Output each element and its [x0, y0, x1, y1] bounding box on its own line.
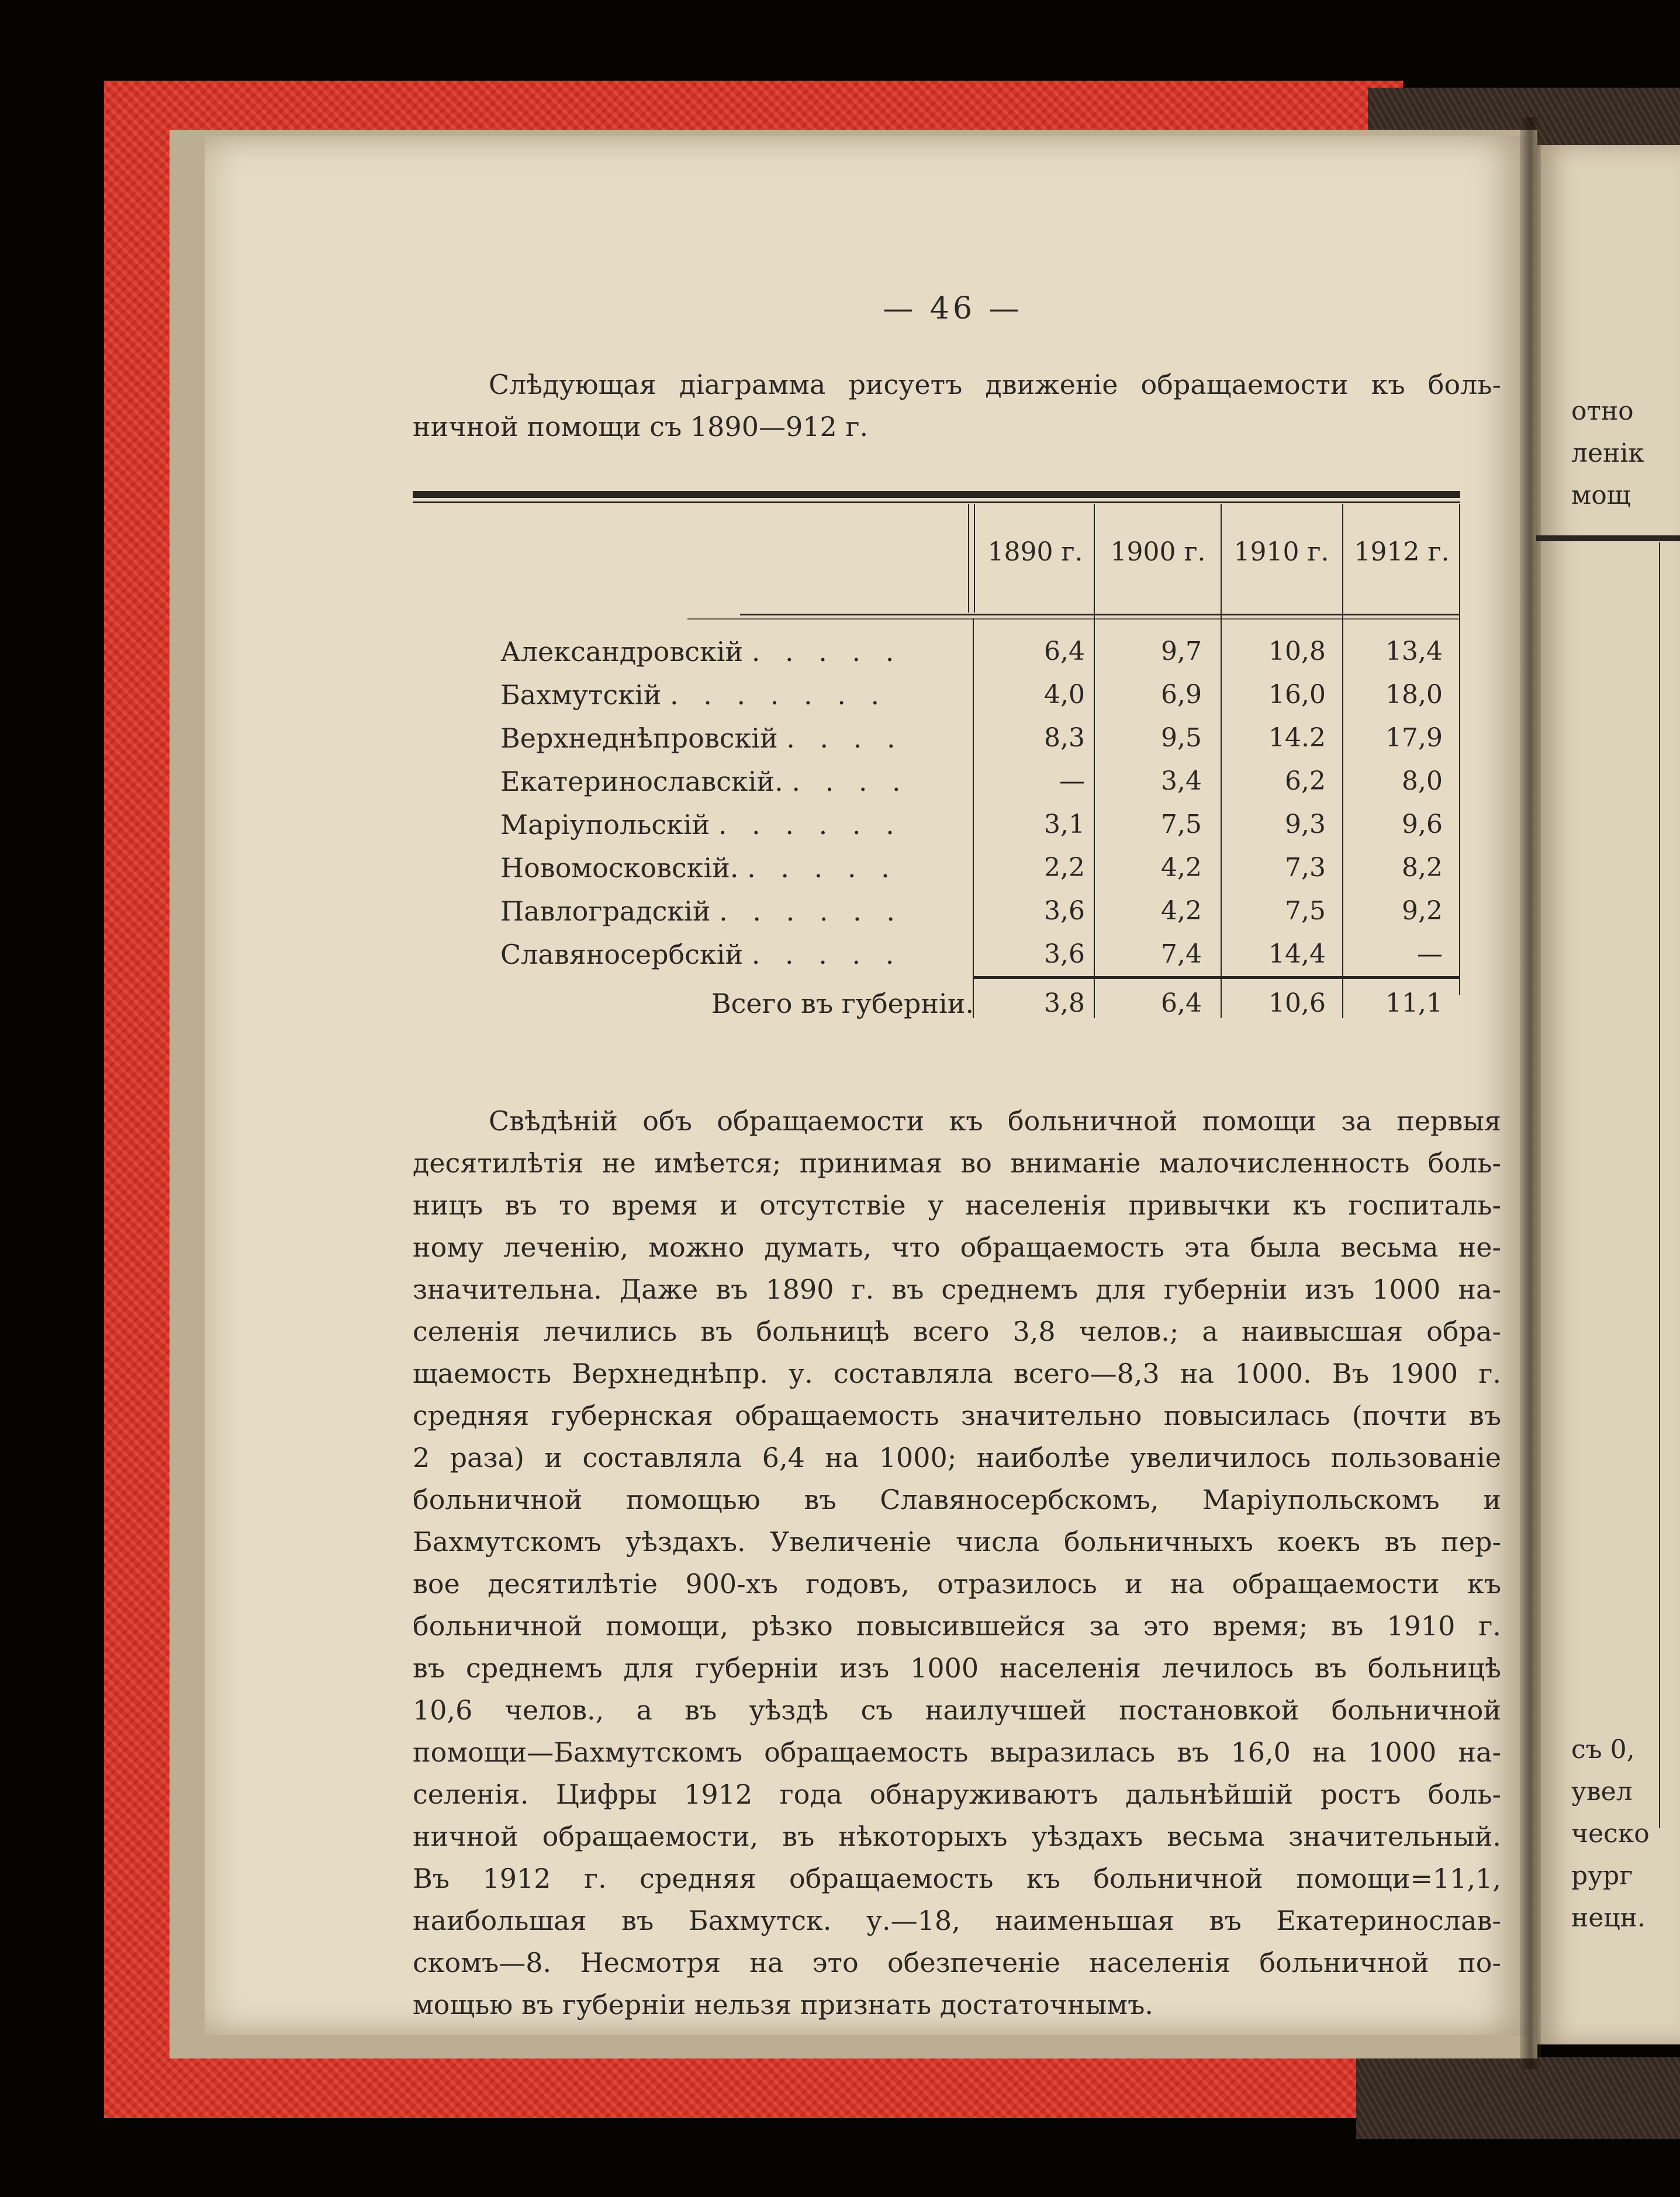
value-1910: 16,0 — [1268, 680, 1326, 710]
value-1910: 14,4 — [1268, 939, 1326, 969]
text-line: десятилѣтія не имѣется; принимая во вниманіе малочисленность боль- — [413, 1147, 1501, 1179]
value-1900: 9,7 — [1161, 636, 1202, 666]
text-line: щаемость Верхнеднѣпр. у. составляла всего—8,3 на 1000. Въ 1900 г. — [413, 1358, 1501, 1389]
table-top-rule-thin — [413, 501, 1460, 503]
text-line: ницъ въ то время и отсутствіе у населенія привычки къ госпиталь- — [413, 1189, 1501, 1221]
header-column-line — [968, 504, 969, 613]
value-1910: 7,5 — [1285, 896, 1326, 926]
book-spine-gutter — [1520, 117, 1541, 2069]
column-header: 1912 г. — [1354, 537, 1450, 567]
text-line: селенія лечились въ больницѣ всего 3,8 челов.; а наивысшая обра- — [413, 1316, 1501, 1347]
facing-page — [1536, 145, 1680, 2044]
value-1900: 9,5 — [1161, 723, 1202, 753]
table-row — [413, 933, 1460, 976]
value-1910: 7,3 — [1285, 853, 1326, 883]
text-line: вое десятилѣтіе 900-хъ годовъ, отразилось и на обращаемости къ — [413, 1568, 1501, 1600]
value-1890: 2,2 — [1044, 853, 1085, 883]
table-total-row — [413, 982, 1460, 1025]
column-header: 1890 г. — [987, 537, 1083, 567]
table-row — [413, 673, 1460, 717]
column-header: 1910 г. — [1233, 537, 1329, 567]
table-row — [413, 760, 1460, 803]
facing-line: увел — [1571, 1777, 1633, 1807]
text-line: Свѣдѣній объ обращаемости къ больничной помощи за первыя — [489, 1105, 1501, 1137]
table-top-rule — [413, 491, 1460, 498]
intro-paragraph — [413, 364, 1501, 448]
text-line: мощью въ губерніи нельзя признать достаточнымъ. — [413, 1989, 1153, 2020]
value-1890: 3,1 — [1044, 809, 1085, 839]
facing-table-line — [1659, 542, 1660, 1828]
text-line: ному леченію, можно думать, что обращаемость эта была весьма не- — [413, 1231, 1501, 1263]
total-1890: 3,8 — [1044, 988, 1085, 1018]
total-1910: 10,6 — [1268, 988, 1326, 1018]
value-1890: 3,6 — [1044, 896, 1085, 926]
text-line: значительна. Даже въ 1890 г. въ среднемъ для губерніи изъ 1000 на- — [413, 1274, 1501, 1305]
table-row — [413, 803, 1460, 846]
value-1890: 4,0 — [1044, 680, 1085, 710]
text-line: 10,6 челов., а въ уѣздѣ съ наилучшей постановкой больничной — [413, 1694, 1501, 1726]
intro-line: ничной помощи съ 1890—912 г. — [413, 411, 869, 442]
header-rule-thin — [687, 618, 1460, 620]
value-1890: 8,3 — [1044, 723, 1085, 753]
header-rule — [740, 614, 1460, 615]
facing-line: съ 0, — [1571, 1735, 1635, 1764]
district-name: Александровскій . . . . . — [500, 636, 903, 667]
value-1900: 7,4 — [1161, 939, 1202, 969]
intro-line: Слѣдующая діаграмма рисуетъ движеніе обращаемости къ боль- — [489, 369, 1501, 400]
value-1890: — — [1059, 766, 1085, 796]
value-1912: 18,0 — [1385, 680, 1443, 710]
facing-line: ческо — [1571, 1819, 1650, 1849]
district-name: Екатеринославскій. . . . . — [500, 766, 909, 797]
district-name: Маріупольскій . . . . . . — [500, 809, 903, 840]
value-1900: 4,2 — [1161, 853, 1202, 883]
value-1910: 10,8 — [1268, 636, 1326, 666]
table-row — [413, 630, 1460, 673]
facing-table-rule — [1536, 535, 1680, 541]
value-1912: — — [1417, 939, 1443, 969]
facing-line: ленік — [1571, 438, 1644, 468]
value-1912: 17,9 — [1385, 723, 1443, 753]
district-name: Новомосковскій. . . . . . — [500, 852, 898, 884]
text-line: скомъ—8. Несмотря на это обезпеченіе населенія больничной по- — [413, 1947, 1501, 1978]
value-1912: 9,6 — [1402, 809, 1443, 839]
total-1900: 6,4 — [1161, 988, 1202, 1018]
value-1900: 4,2 — [1161, 896, 1202, 926]
header-column-line — [974, 504, 975, 613]
text-line: ничной обращаемости, въ нѣкоторыхъ уѣздахъ весьма значительный. — [413, 1821, 1501, 1852]
table-row — [413, 890, 1460, 933]
statistics-table — [413, 484, 1460, 1033]
value-1890: 6,4 — [1044, 636, 1085, 666]
district-name: Славяносербскій . . . . . — [500, 939, 903, 970]
table-row — [413, 717, 1460, 760]
text-line: наибольшая въ Бахмутск. у.—18, наименьшая въ Екатеринослав- — [413, 1905, 1501, 1936]
body-paragraph — [413, 1100, 1501, 2026]
value-1912: 9,2 — [1402, 896, 1443, 926]
value-1912: 13,4 — [1385, 636, 1443, 666]
text-line: Въ 1912 г. средняя обращаемость къ больничной помощи=11,1, — [413, 1863, 1501, 1894]
value-1910: 9,3 — [1285, 809, 1326, 839]
text-line: селенія. Цифры 1912 года обнаруживаютъ дальнѣйшій ростъ боль- — [413, 1779, 1501, 1810]
table-row — [413, 846, 1460, 890]
value-1900: 7,5 — [1161, 809, 1202, 839]
value-1912: 8,0 — [1402, 766, 1443, 796]
district-name: Бахмутскій . . . . . . . — [500, 679, 888, 711]
facing-line: отно — [1571, 396, 1634, 426]
text-line: помощи—Бахмутскомъ обращаемость выразилась въ 16,0 на 1000 на- — [413, 1736, 1501, 1768]
page-number: — 46 — — [883, 291, 1023, 326]
text-line: больничной помощи, рѣзко повысившейся за это время; въ 1910 г. — [413, 1610, 1501, 1642]
value-1900: 6,9 — [1161, 680, 1202, 710]
value-1910: 14.2 — [1268, 723, 1326, 753]
total-rule — [974, 976, 1460, 979]
text-line: 2 раза) и составляла 6,4 на 1000; наиболѣе увеличилось пользованіе — [413, 1442, 1501, 1473]
district-name: Верхнеднѣпровскій . . . . — [500, 722, 904, 754]
value-1912: 8,2 — [1402, 853, 1443, 883]
district-name: Павлоградскій . . . . . . — [500, 895, 904, 927]
total-label: Всего въ губерніи. — [711, 988, 974, 1019]
value-1890: 3,6 — [1044, 939, 1085, 969]
total-1912: 11,1 — [1385, 988, 1443, 1018]
facing-line: нецн. — [1571, 1903, 1646, 1933]
value-1900: 3,4 — [1161, 766, 1202, 796]
text-line: больничной помощью въ Славяносербскомъ, Маріупольскомъ и — [413, 1484, 1501, 1516]
book-cover-dark-bottom — [1356, 2057, 1680, 2139]
column-header: 1900 г. — [1110, 537, 1206, 567]
facing-line: рург — [1571, 1861, 1633, 1891]
text-line: Бахмутскомъ уѣздахъ. Увеличеніе числа больничныхъ коекъ въ пер- — [413, 1526, 1501, 1558]
text-line: средняя губернская обращаемость значительно повысилась (почти въ — [413, 1400, 1501, 1431]
facing-line: мощ — [1571, 480, 1631, 510]
text-line: въ среднемъ для губерніи изъ 1000 населенія лечилось въ больницѣ — [413, 1652, 1501, 1684]
value-1910: 6,2 — [1285, 766, 1326, 796]
